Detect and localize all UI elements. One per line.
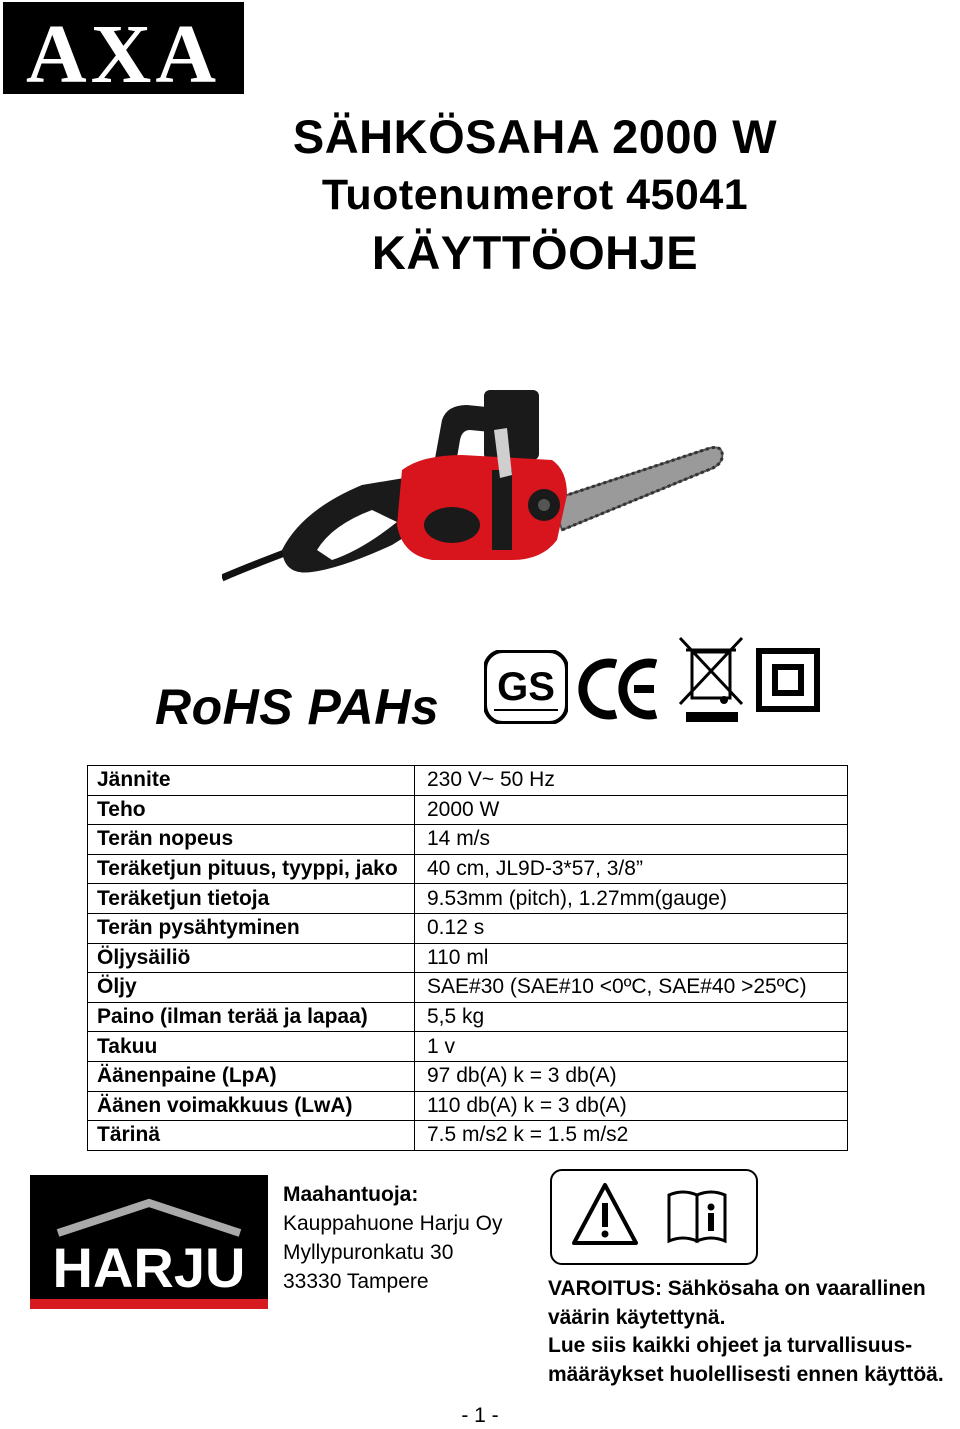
title-product: SÄHKÖSAHA 2000 W — [292, 110, 778, 163]
table-row — [88, 943, 848, 973]
spec-value: 1 v — [415, 1032, 848, 1062]
spec-label: Jännite — [88, 766, 415, 796]
spec-value: 110 ml — [415, 943, 848, 973]
spec-label: Teräketjun tietoja — [88, 884, 415, 914]
table-row — [88, 884, 848, 914]
table-row — [88, 1032, 848, 1062]
spec-value: 9.53mm (pitch), 1.27mm(gauge) — [415, 884, 848, 914]
spec-value: 110 db(A) k = 3 db(A) — [415, 1091, 848, 1121]
table-row — [88, 973, 848, 1003]
warning-triangle-icon — [570, 1181, 640, 1247]
spec-value: SAE#30 (SAE#10 <0ºC, SAE#40 >25ºC) — [415, 973, 848, 1003]
table-row — [88, 913, 848, 943]
title-manual: KÄYTTÖOHJE — [371, 226, 699, 279]
importer-info — [283, 1180, 503, 1296]
table-row — [88, 1002, 848, 1032]
page-number: - 1 - — [461, 1404, 499, 1427]
warning-line: VAROITUS: Sähkösaha on vaarallinen — [548, 1277, 926, 1300]
importer-company: Kauppahuone Harju Oy — [283, 1212, 503, 1235]
spec-table — [87, 765, 848, 1151]
spec-label: Takuu — [88, 1032, 415, 1062]
gs-mark-icon — [484, 650, 568, 729]
spec-label: Terän pysähtyminen — [88, 913, 415, 943]
axa-logo-text: AXA — [26, 8, 220, 94]
class-ii-icon — [756, 648, 820, 717]
spec-value: 97 db(A) k = 3 db(A) — [415, 1061, 848, 1091]
spec-label: Öljy — [88, 973, 415, 1003]
harju-logo-text: HARJU — [52, 1236, 246, 1299]
spec-label: Paino (ilman terää ja lapaa) — [88, 1002, 415, 1032]
title-product-number: Tuotenumerot 45041 — [321, 171, 749, 219]
warning-line: väärin käytettynä. — [548, 1305, 726, 1329]
table-row — [88, 1091, 848, 1121]
spec-label: Teräketjun pituus, tyyppi, jako — [88, 854, 415, 884]
harju-logo — [30, 1175, 268, 1309]
warning-text — [548, 1275, 960, 1389]
chainsaw-product-image — [222, 310, 744, 630]
importer-street: Myllypuronkatu 30 — [283, 1241, 454, 1264]
spec-label: Teho — [88, 795, 415, 825]
spec-label: Äänen voimakkuus (LwA) — [88, 1091, 415, 1121]
table-row — [88, 1121, 848, 1151]
rohs-pahs-label: RoHS PAHs — [155, 679, 440, 735]
svg-text:GS: GS — [497, 665, 555, 709]
importer-title: Maahantuoja: — [283, 1183, 419, 1206]
spec-label: Äänenpaine (LpA) — [88, 1061, 415, 1091]
spec-value: 5,5 kg — [415, 1002, 848, 1032]
warning-line: Lue siis kaikki ohjeet ja turvallisuus- — [548, 1334, 913, 1357]
table-row — [88, 795, 848, 825]
importer-city: 33330 Tampere — [283, 1270, 429, 1293]
spec-value: 7.5 m/s2 k = 1.5 m/s2 — [415, 1121, 848, 1151]
spec-value: 2000 W — [415, 795, 848, 825]
weee-bin-icon — [676, 634, 746, 731]
read-manual-icon — [666, 1183, 728, 1245]
spec-value: 14 m/s — [415, 825, 848, 855]
warning-symbols-box — [550, 1169, 758, 1265]
document-title — [120, 108, 950, 282]
spec-label: Terän nopeus — [88, 825, 415, 855]
spec-value: 230 V~ 50 Hz — [415, 766, 848, 796]
ce-mark-icon — [578, 656, 662, 727]
axa-logo — [3, 2, 244, 94]
table-row — [88, 854, 848, 884]
table-row — [88, 825, 848, 855]
spec-label: Tärinä — [88, 1121, 415, 1151]
spec-value: 40 cm, JL9D-3*57, 3/8” — [415, 854, 848, 884]
warning-line: määräykset huolellisesti ennen käyttöä. — [548, 1362, 944, 1386]
table-row — [88, 1061, 848, 1091]
spec-value: 0.12 s — [415, 913, 848, 943]
spec-label: Öljysäiliö — [88, 943, 415, 973]
table-row — [88, 766, 848, 796]
